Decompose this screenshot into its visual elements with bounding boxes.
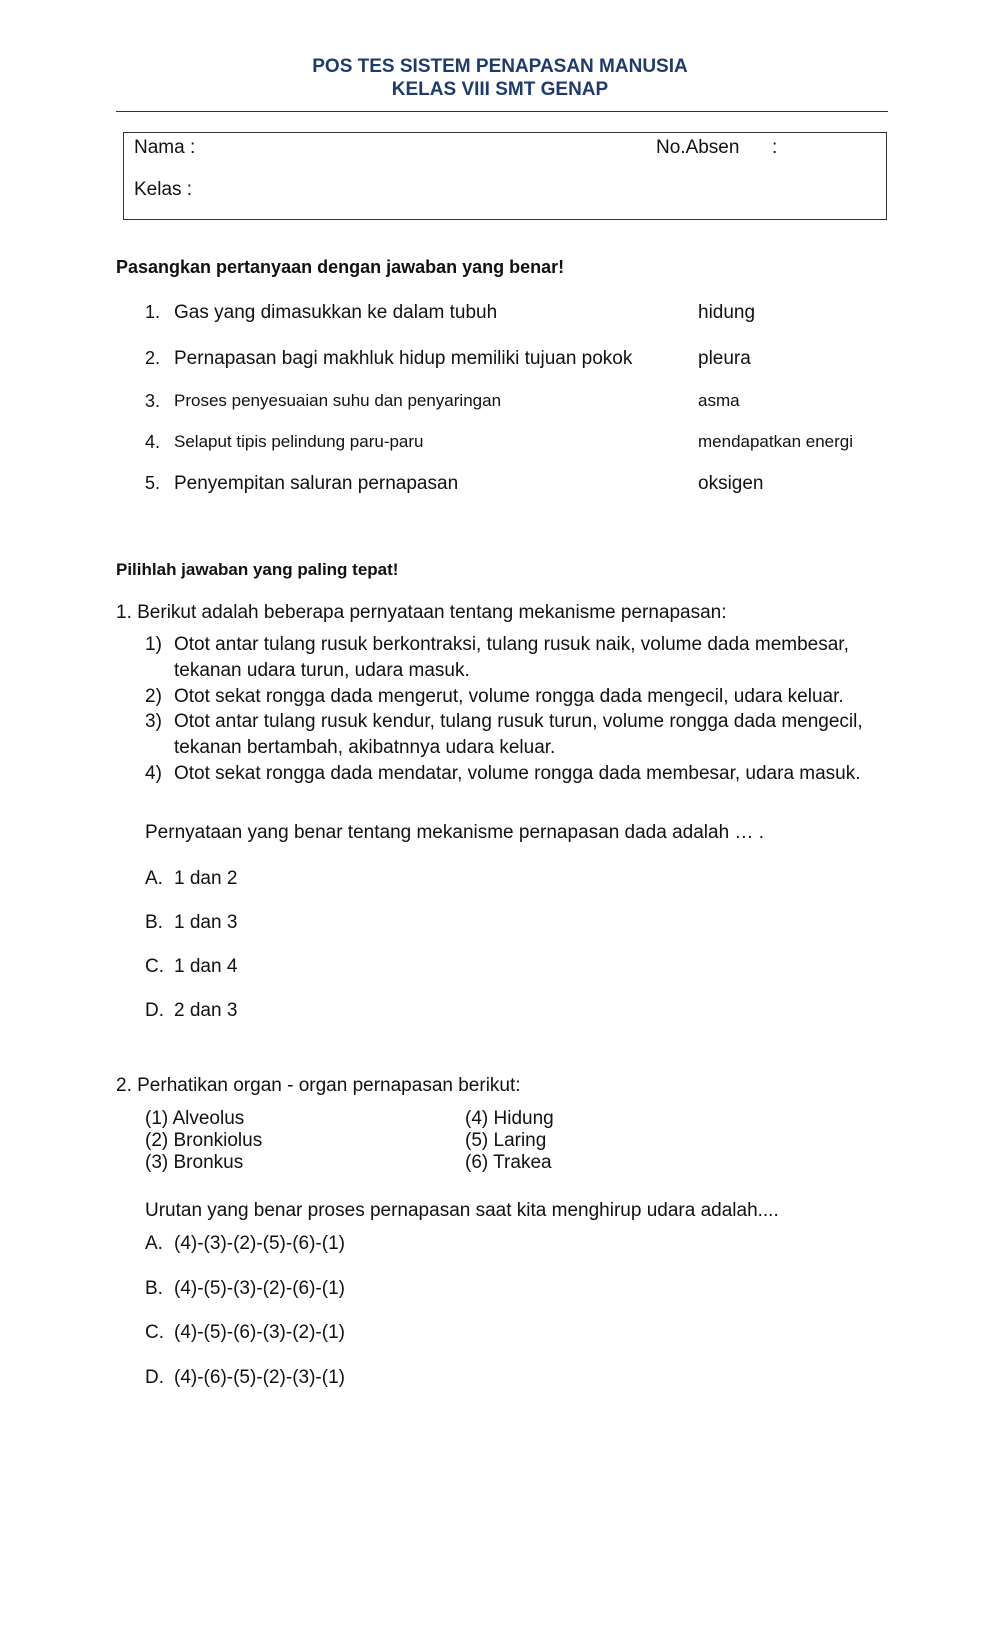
statement-text: Otot antar tulang rusuk berkontraksi, tulang rusuk naik, volume dada membesar,: [174, 634, 849, 655]
matching-answer: mendapatkan energi: [698, 432, 854, 451]
absen-colon: :: [772, 137, 778, 158]
option-text[interactable]: 1 dan 4: [174, 956, 238, 977]
option-text[interactable]: 1 dan 2: [174, 868, 238, 889]
option-letter[interactable]: C.: [145, 1322, 164, 1343]
matching-question: Proses penyesuaian suhu dan penyaringan: [174, 391, 502, 410]
option-text[interactable]: (4)-(3)-(2)-(5)-(6)-(1): [174, 1233, 345, 1254]
matching-answer: hidung: [698, 302, 756, 323]
matching-answer: asma: [698, 391, 740, 410]
page-title: POS TES SISTEM PENAPASAN MANUSIA: [312, 56, 688, 77]
option-letter[interactable]: B.: [145, 1278, 163, 1299]
statement-text-continued: tekanan udara turun, udara masuk.: [174, 660, 470, 681]
option-letter[interactable]: D.: [145, 1000, 164, 1021]
page-subtitle: KELAS VIII SMT GENAP: [391, 79, 609, 100]
question-2-prompt: Urutan yang benar proses pernapasan saat kita menghirup udara adalah....: [145, 1200, 779, 1221]
statement-number: 4): [145, 763, 162, 784]
question-1-stem: 1. Berikut adalah beberapa pernyataan tentang mekanisme pernapasan:: [116, 602, 727, 623]
statement-text: Otot sekat rongga dada mendatar, volume rongga dada membesar, udara masuk.: [174, 763, 861, 784]
option-letter[interactable]: D.: [145, 1367, 164, 1388]
option-text[interactable]: (4)-(5)-(6)-(3)-(2)-(1): [174, 1322, 345, 1343]
statement-number: 2): [145, 686, 162, 707]
kelas-label: Kelas :: [134, 179, 193, 200]
absen-label: No.Absen: [656, 137, 740, 158]
matching-question: Selaput tipis pelindung paru-paru: [174, 432, 424, 451]
organ-item: (2) Bronkiolus: [145, 1130, 263, 1151]
option-text[interactable]: (4)-(6)-(5)-(2)-(3)-(1): [174, 1367, 345, 1388]
matching-question: Gas yang dimasukkan ke dalam tubuh: [174, 302, 498, 323]
nama-label: Nama :: [134, 137, 196, 158]
matching-question: Pernapasan bagi makhluk hidup memiliki tujuan pokok: [174, 348, 633, 369]
question-2-stem: 2. Perhatikan organ - organ pernapasan berikut:: [116, 1075, 521, 1096]
option-text[interactable]: 2 dan 3: [174, 1000, 238, 1021]
matching-question: Penyempitan saluran pernapasan: [174, 473, 459, 494]
option-letter[interactable]: A.: [145, 868, 163, 889]
statement-number: 1): [145, 634, 162, 655]
header-divider: [116, 111, 888, 112]
organ-item: (1) Alveolus: [145, 1108, 245, 1129]
matching-question-number: 2.: [145, 348, 161, 368]
matching-question-number: 1.: [145, 302, 161, 322]
statement-number: 3): [145, 711, 162, 732]
question-1-prompt: Pernyataan yang benar tentang mekanisme pernapasan dada adalah … .: [145, 822, 764, 843]
mc-instruction: Pilihlah jawaban yang paling tepat!: [116, 560, 399, 579]
matching-question-number: 5.: [145, 473, 161, 493]
option-letter[interactable]: C.: [145, 956, 164, 977]
statement-text-continued: tekanan bertambah, akibatnnya udara keluar.: [174, 737, 556, 758]
option-letter[interactable]: A.: [145, 1233, 163, 1254]
organ-item: (5) Laring: [465, 1130, 547, 1151]
matching-question-number: 4.: [145, 432, 161, 452]
organ-item: (6) Trakea: [465, 1152, 552, 1173]
option-text[interactable]: (4)-(5)-(3)-(2)-(6)-(1): [174, 1278, 345, 1299]
organ-item: (4) Hidung: [465, 1108, 554, 1129]
matching-answer: pleura: [698, 348, 751, 369]
organ-item: (3) Bronkus: [145, 1152, 244, 1173]
statement-text: Otot sekat rongga dada mengerut, volume rongga dada mengecil, udara keluar.: [174, 686, 844, 707]
option-letter[interactable]: B.: [145, 912, 163, 933]
matching-instruction: Pasangkan pertanyaan dengan jawaban yang benar!: [116, 257, 565, 277]
option-text[interactable]: 1 dan 3: [174, 912, 238, 933]
matching-answer: oksigen: [698, 473, 764, 494]
statement-text: Otot antar tulang rusuk kendur, tulang rusuk turun, volume rongga dada mengecil,: [174, 711, 863, 732]
matching-question-number: 3.: [145, 391, 161, 411]
